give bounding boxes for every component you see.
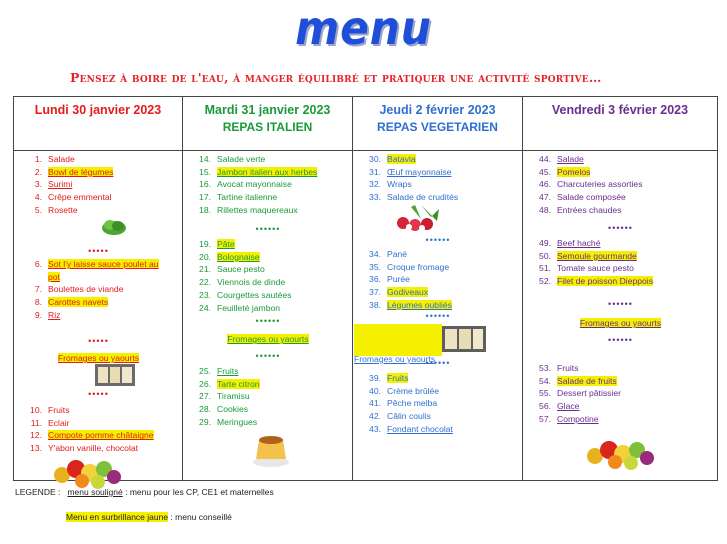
item-label: Viennois de dinde (217, 277, 286, 288)
menu-item (523, 178, 643, 191)
item-number: 10. (30, 405, 42, 415)
item-label: Salade (48, 154, 75, 164)
item-label: Bolognaise (217, 251, 260, 262)
menu-item (523, 362, 621, 375)
item-label: Fondant chocolat (387, 423, 453, 434)
menu-item (353, 397, 453, 410)
item-number: 38. (369, 299, 381, 310)
item-number: 40. (369, 385, 381, 396)
item-label: Entrées chaudes (557, 204, 622, 215)
menu-list (353, 248, 452, 312)
menu-item (14, 204, 113, 217)
item-label: Salade de fruits (557, 375, 617, 386)
item-number: 23. (199, 289, 211, 300)
item-number: 47. (539, 192, 551, 203)
separator-dots: •••••• (608, 223, 633, 233)
item-number: 41. (369, 398, 381, 409)
item-label: Riz (48, 309, 61, 320)
menu-item (523, 262, 653, 275)
item-label: Y'abon vanille, chocolat (48, 443, 139, 454)
menu-list (14, 258, 159, 322)
item-number: 51. (539, 263, 551, 274)
item-label: Glace (557, 401, 580, 412)
menu-item (353, 385, 453, 398)
item-label: Croque fromage (387, 261, 450, 272)
menu-item (183, 289, 292, 302)
item-number: 26. (199, 378, 211, 389)
item-label: Purée (387, 274, 410, 285)
menu-item (523, 153, 643, 166)
item-label: Fruits (217, 366, 239, 376)
separator-dots: ••••• (88, 246, 109, 256)
menu-item (183, 153, 317, 166)
item-label: Rosette (48, 204, 78, 215)
menu-item (523, 166, 643, 179)
menu-item (523, 275, 653, 288)
item-label: Salade (557, 154, 584, 164)
item-number: 56. (539, 401, 551, 412)
menu-item (183, 178, 317, 191)
menu-item (523, 204, 643, 217)
item-label: Bowl de légumes (48, 166, 114, 177)
menu-item (523, 413, 621, 426)
item-number: 48. (539, 204, 551, 215)
item-label: Beef haché (557, 238, 601, 248)
item-number: 2. (34, 166, 42, 177)
menu-item (353, 299, 452, 312)
item-number: 24. (199, 302, 211, 313)
menu-item (523, 250, 653, 263)
item-number: 21. (199, 264, 211, 275)
item-label: Sot l'y laisse sauce poulet au (48, 259, 159, 269)
item-label: Fruits (48, 405, 70, 415)
item-number: 28. (199, 404, 211, 415)
menu-item (14, 178, 113, 191)
item-label: Courgettes sautées (217, 289, 292, 300)
menu-item (353, 261, 452, 274)
menu-item (14, 309, 159, 322)
item-number: 14. (199, 154, 211, 164)
menu-item (14, 166, 113, 179)
menu-item (14, 271, 159, 284)
menu-item (14, 404, 154, 417)
item-number: 43. (369, 423, 381, 434)
item-label: Meringues (217, 416, 258, 427)
item-label: Filet de poisson Dieppois (557, 276, 654, 287)
item-label: Salade verte (217, 154, 266, 164)
header-thursday (353, 97, 523, 151)
item-number: 33. (369, 192, 381, 203)
menu-item (353, 178, 458, 191)
item-number: 1. (34, 154, 42, 164)
header-tuesday (183, 97, 353, 151)
day-label: Vendredi 3 février 2023 (551, 103, 689, 117)
item-number: 35. (369, 261, 381, 272)
item-label: Câlin coulis (387, 411, 431, 422)
menu-item (183, 302, 292, 315)
item-label: Feuilleté jambon (217, 302, 281, 313)
item-label: Crème brûlée (387, 385, 440, 396)
legend-underline-sample: menu souligné (67, 487, 123, 497)
item-number: 42. (369, 411, 381, 422)
item-label: Pané (387, 249, 408, 259)
menu-item (183, 204, 317, 217)
item-number: 25. (199, 366, 211, 376)
item-number: 18. (199, 204, 211, 215)
menu-item (14, 258, 159, 271)
legend-highlight (66, 512, 232, 522)
item-label: Cookies (217, 404, 249, 415)
item-label: Semoule gourmande (557, 250, 637, 261)
item-number: 32. (369, 179, 381, 190)
item-label: Avocat mayonnaise (217, 179, 292, 190)
menu-item (353, 410, 453, 423)
item-label: Charcuteries assorties (557, 179, 643, 190)
item-number: 37. (369, 287, 381, 298)
menu-item (183, 166, 317, 179)
item-label: Tartine italienne (217, 192, 278, 203)
item-label: Jambon italien aux herbes (217, 166, 318, 177)
menu-item (183, 403, 260, 416)
day-label: Jeudi 2 février 2023 (379, 103, 496, 117)
item-label: Surimi (48, 179, 73, 190)
menu-list (183, 365, 260, 429)
menu-item (353, 153, 458, 166)
item-number: 55. (539, 388, 551, 399)
item-label: Compotine (557, 413, 599, 424)
legend-highlight-sample: Menu en surbrillance jaune (66, 512, 169, 522)
item-label: Tomate sauce pesto (557, 263, 634, 274)
item-number: 3. (34, 179, 42, 190)
menu-list (14, 153, 113, 217)
separator-dots: •••••• (255, 316, 281, 326)
page-title: menu (295, 1, 432, 55)
item-label: pot (48, 271, 60, 282)
item-label: Pomelos (557, 166, 591, 177)
item-number: 34. (369, 249, 381, 259)
item-number: 22. (199, 277, 211, 288)
menu-item (353, 273, 452, 286)
item-label: Salade de crudités (387, 192, 459, 203)
item-label: Compote pomme châtaigne (48, 430, 154, 441)
item-label: Fruits (387, 373, 409, 383)
separator-dots: •••••• (608, 299, 633, 309)
item-number: 49. (539, 238, 551, 248)
item-number: 6. (34, 259, 42, 269)
menu-item (14, 191, 113, 204)
menu-item (14, 296, 159, 309)
item-label: Tarte citron (217, 378, 260, 389)
item-number: 44. (539, 154, 551, 164)
header-friday (523, 97, 718, 151)
menu-item (353, 423, 453, 436)
item-number: 12. (30, 430, 42, 441)
item-number: 30. (369, 154, 381, 164)
item-number: 36. (369, 274, 381, 285)
item-number: 7. (34, 284, 42, 295)
day-label: Mardi 31 janvier 2023 (204, 103, 331, 117)
header-monday (14, 97, 183, 151)
menu-table (13, 96, 718, 481)
separator-dots: ••••• (88, 336, 109, 346)
item-number: 15. (199, 166, 211, 177)
item-label: Œuf mayonnaise (387, 166, 452, 177)
fruit-basket-image (585, 436, 655, 470)
item-number: 4. (34, 192, 42, 203)
menu-list (523, 362, 621, 426)
menu-item (523, 387, 621, 400)
legend (15, 487, 274, 497)
thursday-cell (353, 151, 523, 481)
item-number: 54. (539, 375, 551, 386)
menu-list (183, 153, 317, 217)
monday-cell (14, 151, 183, 481)
menu-item (14, 417, 154, 430)
menu-list (183, 238, 292, 314)
menu-item (353, 248, 452, 261)
item-number: 5. (34, 204, 42, 215)
separator-dots: •••••• (255, 351, 281, 361)
menu-item (183, 390, 260, 403)
menu-item (183, 276, 292, 289)
menu-item (183, 251, 292, 264)
cheese-option: Fromages ou yaourts (354, 354, 436, 364)
item-label: Dessert pâtissier (557, 388, 621, 399)
menu-item (523, 237, 653, 250)
cheese-option: Fromages ou yaourts (579, 318, 662, 328)
theme-label: REPAS ITALIEN (222, 120, 313, 134)
item-label: Rillettes maquereaux (217, 204, 298, 215)
item-number: 9. (34, 309, 42, 320)
item-label: Tiramisu (217, 391, 250, 402)
salad-image (100, 217, 128, 237)
legend-highlight-text: : menu conseillé (168, 512, 232, 522)
item-label: Légumes oubliés (387, 299, 452, 310)
item-label: Salade composée (557, 192, 626, 203)
slogan: Pensez à boire de l'eau, à manger équilibré et pratiquer une activité sportive… (70, 70, 602, 85)
item-number: 27. (199, 391, 211, 402)
cheese-image (94, 361, 136, 387)
separator-dots: •••••• (255, 224, 281, 234)
item-number: 50. (539, 250, 551, 261)
item-number: 46. (539, 179, 551, 190)
menu-item (353, 166, 458, 179)
separator-dots: •••••• (425, 358, 451, 368)
menu-list (14, 404, 154, 455)
friday-cell (523, 151, 718, 481)
item-number: 20. (199, 251, 211, 262)
item-label: Sauce pesto (217, 264, 265, 275)
separator-dots: •••••• (608, 335, 633, 345)
separator-dots: ••••• (88, 389, 109, 399)
fruit-basket-image (52, 455, 122, 489)
menu-list (523, 153, 643, 217)
menu-item (353, 372, 453, 385)
menu-item (353, 286, 452, 299)
item-label: Godiveaux (387, 287, 429, 298)
item-number: 8. (34, 297, 42, 308)
menu-item (183, 238, 292, 251)
item-number: 31. (369, 166, 381, 177)
item-number: 16. (199, 179, 211, 190)
cheese-image (441, 324, 487, 354)
item-number: 29. (199, 416, 211, 427)
menu-list (353, 153, 458, 204)
item-label: Crêpe emmental (48, 192, 112, 203)
menu-item (183, 365, 260, 378)
item-number: 57. (539, 413, 551, 424)
item-number: 45. (539, 166, 551, 177)
item-label: Eclair (48, 417, 70, 428)
item-label: Carottes navets (48, 297, 109, 308)
day-label: Lundi 30 janvier 2023 (34, 103, 162, 117)
item-number: 52. (539, 276, 551, 287)
menu-item (14, 153, 113, 166)
separator-dots: •••••• (425, 235, 451, 245)
legend-underline-text: : menu pour les CP, CE1 et maternelles (122, 487, 274, 497)
item-number: 13. (30, 443, 42, 454)
radish-image (391, 203, 451, 233)
menu-item (183, 263, 292, 276)
menu-item (14, 283, 159, 296)
menu-item (183, 378, 260, 391)
separator-dots: •••••• (425, 311, 451, 321)
cheese-option: Fromages ou yaourts (57, 353, 140, 363)
menu-item (183, 191, 317, 204)
item-number: 11. (30, 417, 42, 428)
item-number: 39. (369, 373, 381, 383)
menu-item (523, 375, 621, 388)
item-label: Wraps (387, 179, 412, 190)
item-number: 17. (199, 192, 211, 203)
menu-item (14, 429, 154, 442)
item-label: Boulettes de viande (48, 284, 124, 295)
item-label: Fruits (557, 363, 579, 373)
menu-item (353, 191, 458, 204)
menu-list (523, 237, 653, 288)
item-label: Pâte (217, 239, 235, 249)
tuesday-cell (183, 151, 353, 481)
theme-label: REPAS VEGETARIEN (377, 120, 498, 134)
item-number: 19. (199, 239, 211, 249)
item-number: 53. (539, 363, 551, 373)
menu-item (523, 400, 621, 413)
legend-label: LEGENDE : (15, 487, 61, 497)
menu-item (523, 191, 643, 204)
item-label: Batavia (387, 154, 416, 164)
menu-list (353, 372, 453, 436)
flan-image (251, 428, 291, 468)
menu-item (14, 442, 154, 455)
item-label: Pêche melba (387, 398, 438, 409)
menu-item (183, 416, 260, 429)
cheese-option: Fromages ou yaourts (227, 334, 309, 344)
